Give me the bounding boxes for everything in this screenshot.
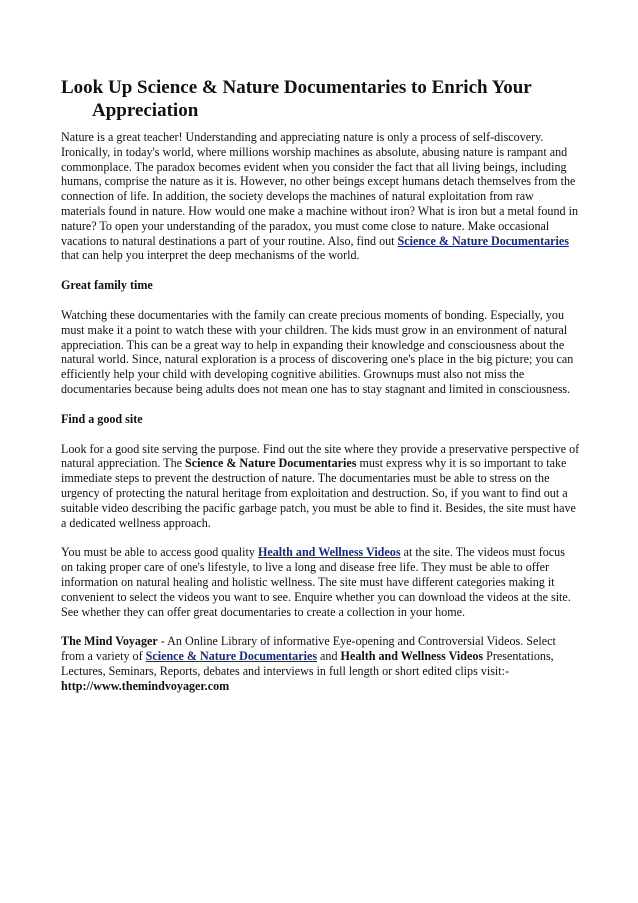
footer-text-1: - An Online Library of informative Eye-opening and Controversial Videos. Select from a variety of [61,634,556,664]
health-wellness-link[interactable]: Health and Wellness Videos [257,545,401,560]
site-p1-bold-term: Science & Nature Documentaries [185,456,357,471]
science-nature-link[interactable]: Science & Nature Documentaries [397,233,569,248]
footer-paragraph [61,634,580,693]
site-paragraph-2 [61,545,580,619]
document-title: Look Up Science & Nature Documentaries to Enrich Your Appreciation [61,77,532,121]
footer-text-2: and [317,649,341,664]
family-paragraph: Watching these documentaries with the family can create precious moments of bonding. Especially, you must make it a point to watch these with your children. The kids must grow in an environment of natural appreciation. This can be a great way to help in expanding their knowledge and consciousness about the natural world. Since, natural exploration is a process of discovering one's place in the big picture; you can efficiently help your child with developing cognitive abilities. Grownups must also not miss the documentaries because being adults does not mean one has to stay stagnant and limited in consciousness. [61,307,574,396]
site-p2-text-end: at the site. The videos must focus on taking proper care of one's lifestyle, to live a long and disease free life. They must be able to offer information on natural healing and holistic wellness. The site must have different categories making it convenient to select the videos you want to see. Enquire whether you can download the videos at the site. See whether they can offer great documentaries to create a collection in your home. [61,545,571,619]
site-heading: Find a good site [61,411,143,426]
footer-science-nature-link[interactable]: Science & Nature Documentaries [145,649,318,664]
site-p2-text-start: You must be able to access good quality [61,545,258,560]
intro-text-end: that can help you interpret the deep mechanisms of the world. [61,248,360,263]
intro-paragraph [61,130,580,263]
footer-text-3: Presentations, Lectures, Seminars, Reports, debates and interviews in full length or short edited clips visit:- [61,649,554,678]
footer-health-wellness: Health and Wellness Videos [340,649,484,664]
footer-url: http://www.themindvoyager.com [61,678,230,693]
footer-brand: The Mind Voyager [61,634,158,649]
family-heading: Great family time [61,278,153,293]
site-paragraph-1 [61,442,580,531]
site-p1-text-end: must express why it is so important to take immediate steps to prevent the destruction of nature. The documentaries must be able to stress on the urgency of protecting the natural heritage from exploitation and destruction. So, if you want to find out a suitable video describing the pacific garbage patch, you must be able to find it. Besides, the site must have a dedicated wellness approach. [61,456,576,530]
site-p1-text-start: Look for a good site serving the purpose. Find out the site where they provide a preservative perspective of natural appreciation. The [61,441,580,471]
intro-text-start: Nature is a great teacher! Understanding and appreciating nature is only a process of self-discovery. Ironically, in today's world, where millions worship machines as absolute, abusing nature is rampant and commonplace. The paradox becomes evident when you consider the fact that all living beings, including humans, comprise the nature as it is. However, no other beings except humans detach themselves from the connection of life. In addition, the society develops the machines of natural exploitation from raw materials found in nature. How would one make a machine without iron? What is iron but a metal found in nature? To open your understanding of the paradox, you must come close to nature. Make occasional vacations to natural destinations a part of your routine. Also, find out [61,130,578,248]
